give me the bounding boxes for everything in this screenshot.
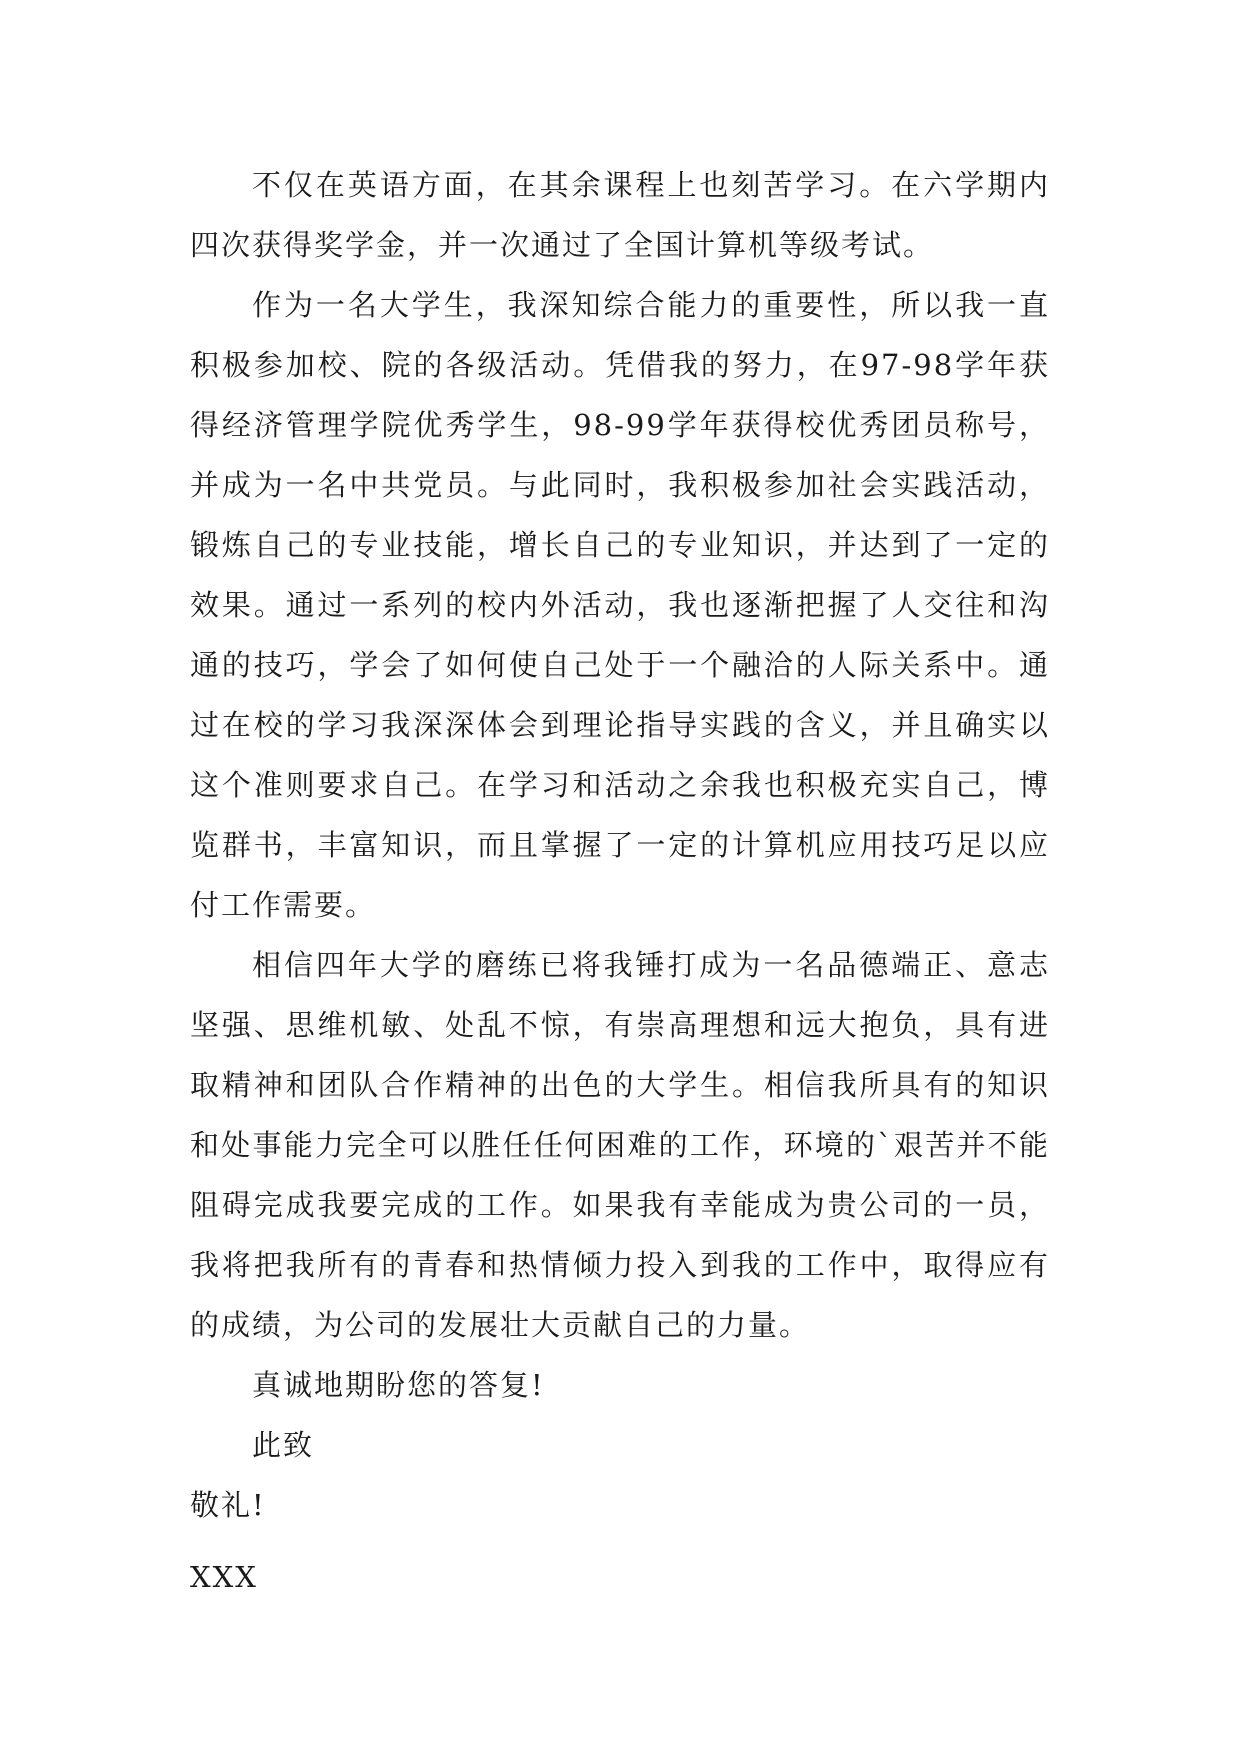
paragraph-await-reply: 真诚地期盼您的答复! [252, 1368, 545, 1402]
paragraph-activities: 作为一名大学生，我深知综合能力的重要性，所以我一直积极参加校、院的各级活动。凭借我的努力，在97-98学年获得经济管理学院优秀学生，98-99学年获得校优秀团员称号，并成为一名中共党员。与此同时，我积极参加社会实践活动，锻炼自己的专业技能，增长自己的专业知识，并达到了一定的效果。通过一系列的校内外活动，我也逐渐把握了人交往和沟通的技巧，学会了如何使自己处于一个融洽的人际关系中。通过在校的学习我深深体会到理论指导实践的含义，并且确实以这个准则要求自己。在学习和活动之余我也积极充实自己，博览群书，丰富知识，而且掌握了一定的计算机应用技巧足以应付工作需要。 [190, 288, 1050, 922]
salutation-line: 敬礼! [190, 1488, 266, 1522]
paragraph-study: 不仅在英语方面，在其余课程上也刻苦学习。在六学期内四次获得奖学金，并一次通过了全国计算机等级考试。 [190, 168, 1050, 262]
letter-body [190, 155, 1050, 1607]
signature-line: XXX [190, 1560, 258, 1594]
closing-line: 此致 [252, 1428, 315, 1462]
paragraph-self-assessment: 相信四年大学的磨练已将我锤打成为一名品德端正、意志坚强、思维机敏、处乱不惊，有崇高理想和远大抱负，具有进取精神和团队合作精神的出色的大学生。相信我所具有的知识和处事能力完全可以胜任任何困难的工作，环境的`艰苦并不能阻碍完成我要完成的工作。如果我有幸能成为贵公司的一员，我将把我所有的青春和热情倾力投入到我的工作中，取得应有的成绩，为公司的发展壮大贡献自己的力量。 [190, 948, 1050, 1342]
